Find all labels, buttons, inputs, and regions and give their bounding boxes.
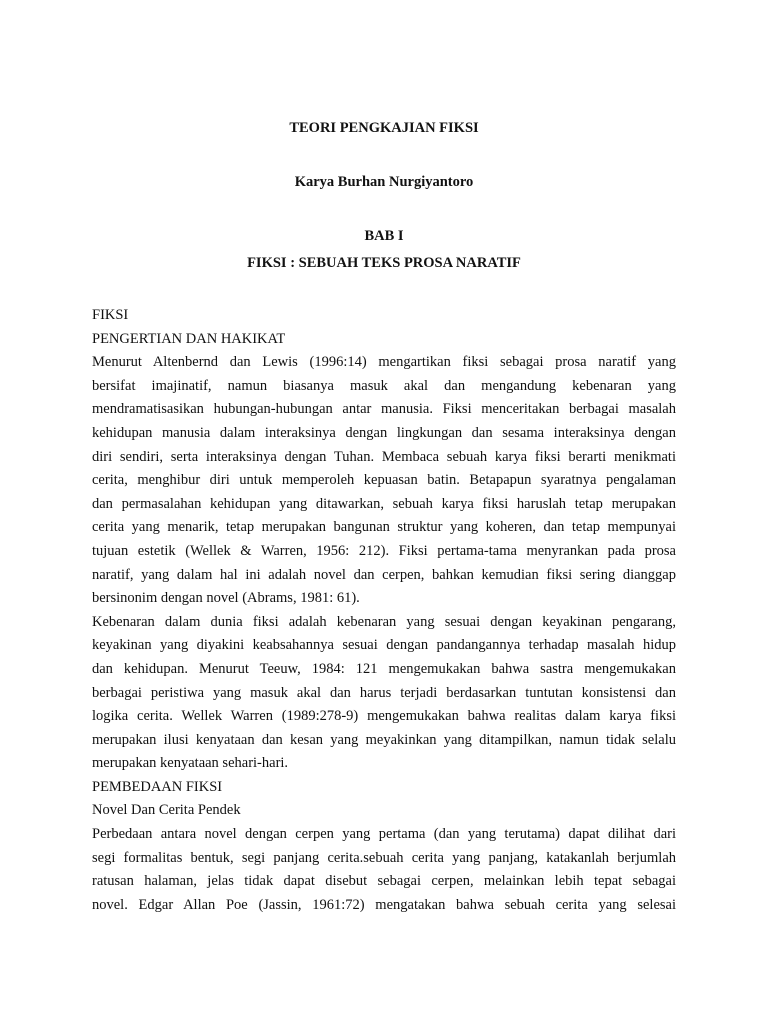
paragraph-line: keyakinan yang diyakini keabsahannya sesuai dengan pandangannya terhadap masalah hidup — [92, 637, 676, 654]
paragraph-line: naratif, yang dalam hal ini adalah novel dan cerpen, bahkan kemudian fiksi sering dianggap — [92, 566, 676, 583]
paragraph-line: merupakan ilusi kenyataan dan kesan yang meyakinkan yang ditampilkan, namun tidak selalu — [92, 731, 676, 748]
section-heading-pengertian: PENGERTIAN DAN HAKIKAT — [92, 330, 286, 347]
paragraph-3 — [92, 823, 676, 917]
paragraph-line: diri sendiri, serta interaksinya dengan Tuhan. Membaca sebuah karya fiksi berarti menikmati — [92, 448, 676, 465]
paragraph-line: logika cerita. Wellek Warren (1989:278-9) mengemukakan bahwa realitas dalam karya fiksi — [92, 708, 676, 725]
document-title: TEORI PENGKAJIAN FIKSI — [289, 120, 479, 136]
paragraph-2 — [92, 611, 676, 776]
paragraph-line: Menurut Altenbernd dan Lewis (1996:14) mengartikan fiksi sebagai prosa naratif yang — [92, 354, 676, 371]
section-heading-fiksi: FIKSI — [92, 307, 129, 323]
paragraph-line: cerita, menghibur diri untuk memperoleh kepuasan batin. Betapapun syaratnya pengalaman — [92, 472, 676, 489]
paragraph-line: bersinonim dengan novel (Abrams, 1981: 61). — [92, 590, 360, 607]
paragraph-line: dan kehidupan. Menurut Teeuw, 1984: 121 mengemukakan bahwa sastra mengemukakan — [92, 660, 676, 677]
paragraph-1 — [92, 351, 676, 611]
paragraph-line: tujuan estetik (Wellek & Warren, 1956: 212). Fiksi pertama-tama menyrankan pada prosa — [92, 542, 676, 559]
document-author: Karya Burhan Nurgiyantoro — [294, 174, 474, 190]
paragraph-line: kehidupan manusia dalam interaksinya dengan lingkungan dan sesama interaksinya dengan — [92, 424, 676, 441]
subsection-heading-novel: Novel Dan Cerita Pendek — [92, 802, 241, 819]
chapter-title: FIKSI : SEBUAH TEKS PROSA NARATIF — [247, 255, 521, 271]
chapter-number: BAB I — [364, 228, 404, 244]
paragraph-line: novel. Edgar Allan Poe (Jassin, 1961:72) mengatakan bahwa sebuah cerita yang selesai — [92, 896, 676, 913]
paragraph-line: ratusan halaman, jelas tidak dapat disebut sebagai cerpen, melainkan lebih tepat sebagai — [92, 873, 676, 890]
paragraph-line: segi formalitas bentuk, segi panjang cerita.sebuah cerita yang panjang, katakanlah berjumlah — [92, 849, 676, 866]
paragraph-line: Perbedaan antara novel dengan cerpen yang pertama (dan yang terutama) dapat dilihat dari — [92, 826, 676, 843]
paragraph-line: cerita yang menarik, tetap merupakan bangunan struktur yang koheren, dan tetap mempunyai — [92, 519, 676, 536]
section-heading-pembedaan: PEMBEDAAN FIKSI — [92, 778, 223, 795]
paragraph-line: mendramatisasikan hubungan-hubungan antar manusia. Fiksi menceritakan berbagai masalah — [92, 401, 676, 418]
paragraph-line: merupakan kenyataan sehari-hari. — [92, 755, 289, 772]
document-body — [92, 304, 676, 917]
paragraph-line: bersifat imajinatif, namun biasanya masuk akal dan mengandung kebenaran yang — [92, 377, 676, 394]
paragraph-line: dan permasalahan kehidupan yang ditawarkan, sebuah karya fiksi haruslah tetap merupakan — [92, 495, 676, 512]
paragraph-line: Kebenaran dalam dunia fiksi adalah kebenaran yang sesuai dengan keyakinan pengarang, — [92, 613, 676, 630]
paragraph-line: berbagai peristiwa yang masuk akal dan harus terjadi berdasarkan tuntutan konsistensi dan — [92, 684, 676, 701]
